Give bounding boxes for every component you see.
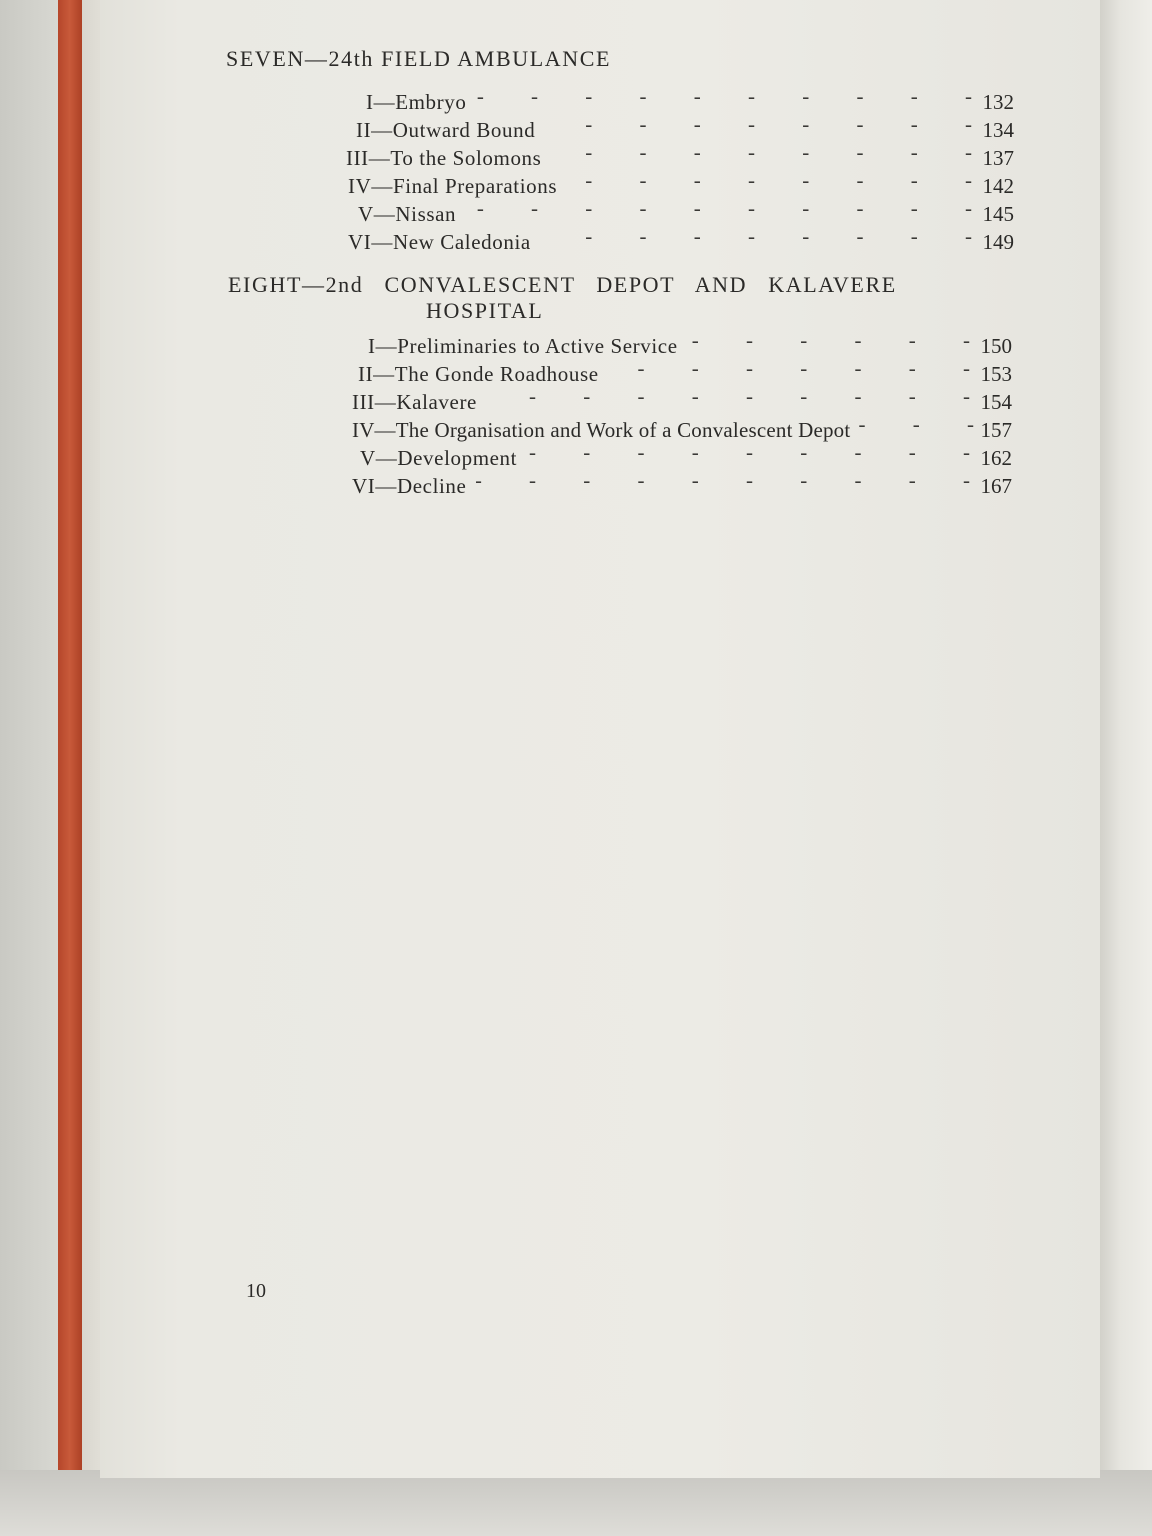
toc-entry[interactable] xyxy=(346,140,1014,168)
book-cover-edge xyxy=(58,0,84,1480)
dot-leader xyxy=(476,84,972,109)
chapter-label: V—Development xyxy=(360,446,518,470)
page-number: 154 xyxy=(980,390,1012,414)
dot-leader xyxy=(487,384,970,409)
toc-entry[interactable] xyxy=(360,440,1012,468)
toc-entry[interactable] xyxy=(366,84,1014,112)
background-floor xyxy=(0,1470,1152,1536)
chapter-label: V—Nissan xyxy=(358,202,457,226)
page-number: 137 xyxy=(982,146,1014,170)
page-number: 162 xyxy=(980,446,1012,470)
dot-leader xyxy=(476,468,970,493)
page-number: 153 xyxy=(980,362,1012,386)
toc-entry[interactable] xyxy=(368,328,1012,356)
page-number: 167 xyxy=(980,474,1012,498)
dot-leader xyxy=(466,196,972,221)
background-surface xyxy=(0,0,60,1536)
toc-entry[interactable] xyxy=(348,224,1014,252)
toc-entry[interactable] xyxy=(352,412,1012,440)
chapter-label: IV—The Organisation and Work of a Convalescent Depot xyxy=(352,418,851,442)
chapter-label: I—Preliminaries to Active Service xyxy=(368,334,678,358)
toc-entry[interactable] xyxy=(348,168,1014,196)
chapter-label: III—To the Solomons xyxy=(346,146,542,170)
part-title xyxy=(228,272,897,324)
chapter-label: VI—New Caledonia xyxy=(348,230,531,254)
table-of-contents xyxy=(100,0,1100,1478)
chapter-label: II—Outward Bound xyxy=(356,118,536,142)
page-number: 150 xyxy=(980,334,1012,358)
part-title-continuation: HOSPITAL xyxy=(426,298,544,323)
toc-entry[interactable] xyxy=(358,356,1012,384)
page-number: 132 xyxy=(982,90,1014,114)
page-number: 157 xyxy=(980,418,1012,442)
dot-leader xyxy=(551,140,972,165)
toc-entry[interactable] xyxy=(358,196,1014,224)
chapter-label: IV—Final Preparations xyxy=(348,174,558,198)
chapter-label: III—Kalavere xyxy=(352,390,477,414)
page-number: 145 xyxy=(982,202,1014,226)
chapter-label: II—The Gonde Roadhouse xyxy=(358,362,599,386)
toc-entry[interactable] xyxy=(352,468,1012,496)
page-number: 149 xyxy=(982,230,1014,254)
toc-entry[interactable] xyxy=(352,384,1012,412)
facing-page-edge xyxy=(1100,0,1152,1480)
part-title-text: EIGHT—2nd CONVALESCENT DEPOT AND KALAVERE xyxy=(228,272,897,297)
page-folio: 10 xyxy=(246,1280,266,1302)
part-title xyxy=(226,46,611,72)
book-page xyxy=(100,0,1100,1478)
dot-leader xyxy=(688,328,970,353)
page-number: 134 xyxy=(982,118,1014,142)
part-title-text: SEVEN—24th FIELD AMBULANCE xyxy=(226,46,612,71)
page-number: 142 xyxy=(982,174,1014,198)
chapter-label: VI—Decline xyxy=(352,474,467,498)
dot-leader xyxy=(609,356,970,381)
dot-leader xyxy=(527,440,970,465)
dot-leader xyxy=(545,112,972,137)
chapter-label: I—Embryo xyxy=(366,90,467,114)
toc-entry[interactable] xyxy=(356,112,1014,140)
dot-leader xyxy=(854,412,974,437)
dot-leader xyxy=(541,224,972,249)
dot-leader xyxy=(567,168,972,193)
